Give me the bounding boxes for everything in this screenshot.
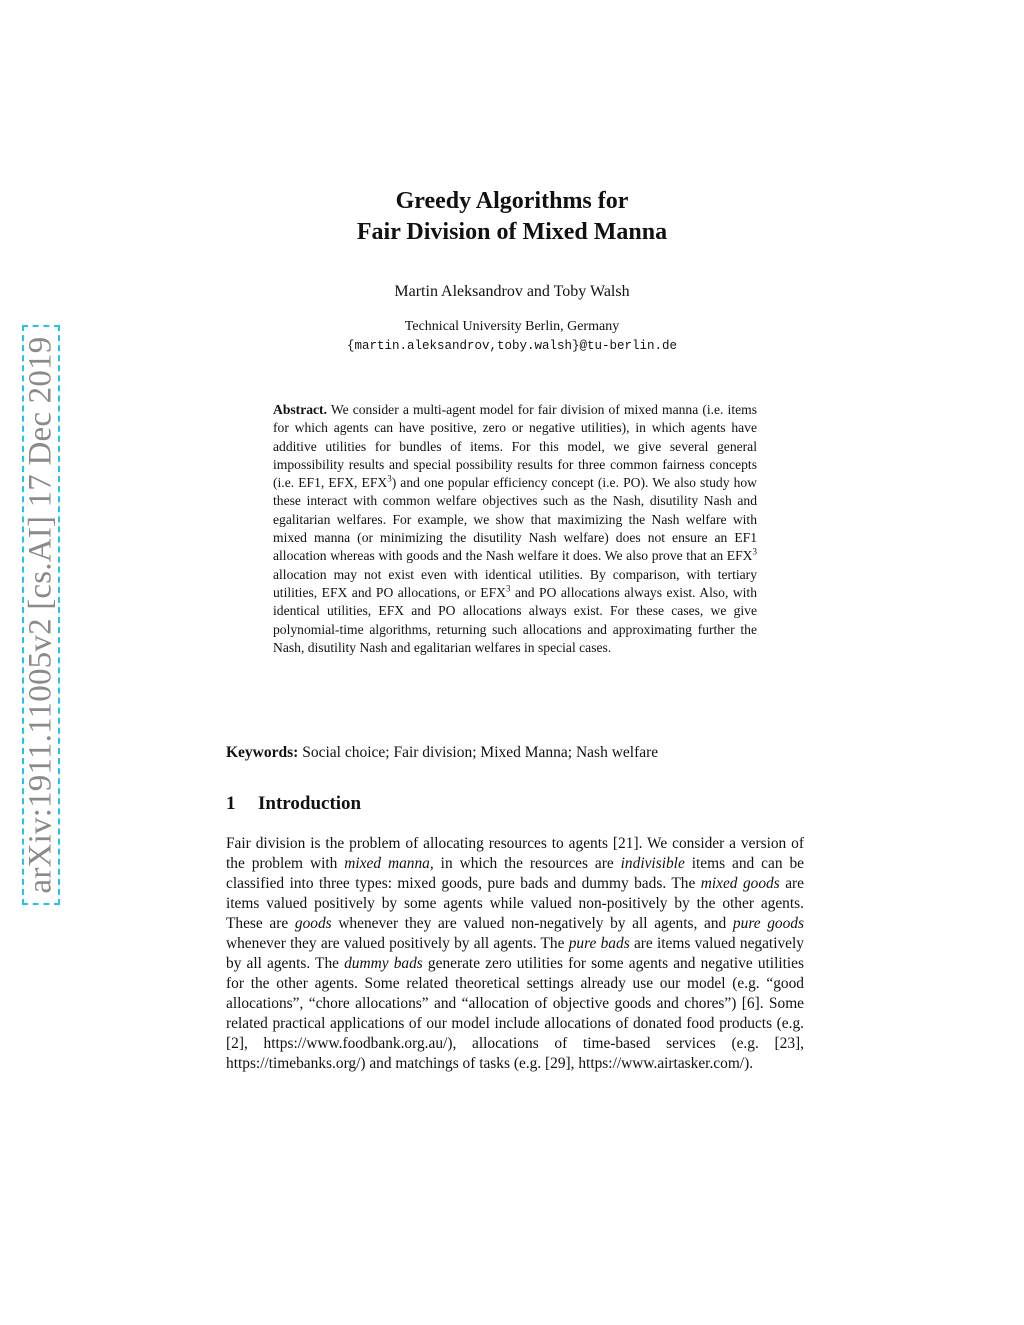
intro-emph-indivisible: indivisible bbox=[620, 855, 685, 872]
section-heading-introduction bbox=[226, 793, 361, 815]
intro-emph-goods: goods bbox=[294, 915, 332, 932]
abstract-text-4: and PO allocations always exist. Also, with identical utilities, EFX and PO allocations always exist. For these cases, we give polynomial-time algorithms, returning such allocations and approximating further the Nash, disutility Nash and egalitarian welfares in special cases. bbox=[273, 584, 757, 655]
intro-text-7: are items valued negatively by all agents. The bbox=[226, 935, 804, 972]
section-title: Introduction bbox=[258, 793, 362, 814]
intro-text-2: , in which the resources are bbox=[429, 855, 621, 872]
abstract bbox=[273, 401, 757, 657]
keywords bbox=[226, 744, 826, 762]
abstract-sup-3: 3 bbox=[505, 583, 511, 594]
intro-emph-pure-bads: pure bads bbox=[568, 935, 630, 952]
section-number: 1 bbox=[226, 793, 236, 814]
intro-emph-pure-goods: pure goods bbox=[732, 915, 804, 932]
keywords-label: Keywords: bbox=[226, 744, 299, 761]
authors: Martin Aleksandrov and Toby Walsh bbox=[394, 283, 630, 300]
abstract-label: Abstract. bbox=[273, 402, 327, 417]
arxiv-identifier-stamp[interactable] bbox=[22, 325, 60, 905]
intro-text-3: items and can be classified into three types: mixed goods, pure bads and dummy bads. The bbox=[226, 855, 804, 892]
intro-emph-mixed-goods: mixed goods bbox=[700, 875, 780, 892]
intro-text-1: Fair division is the problem of allocating resources to agents [21]. We consider a version of the problem with bbox=[226, 835, 804, 872]
title-line-1: Greedy Algorithms for bbox=[395, 188, 629, 214]
paper-title bbox=[0, 186, 1024, 248]
arxiv-identifier-text: arXiv:1911.11005v2 [cs.AI] 17 Dec 2019 bbox=[22, 336, 59, 894]
keywords-text: Social choice; Fair division; Mixed Manna; Nash welfare bbox=[302, 744, 659, 761]
abstract-text-3: allocation may not exist even with identical utilities. By comparison, with tertiary utilities, EFX and PO allocations, or EFX bbox=[273, 566, 757, 600]
title-line-2: Fair Division of Mixed Manna bbox=[356, 219, 668, 245]
intro-emph-dummy-bads: dummy bads bbox=[344, 955, 423, 972]
intro-text-5: whenever they are valued non-negatively by all agents, and bbox=[331, 915, 733, 932]
abstract-sup-2: 3 bbox=[752, 546, 757, 557]
abstract-text-2: ) and one popular efficiency concept (i.e. PO). We also study how these interact with common welfare objectives such as the Nash, disutility Nash and egalitarian welfares. For example, we show that maximizing the Nash welfare with mixed manna (or minimizing the disutility Nash welfare) does not ensure an EF1 allocation whereas with goods and the Nash welfare it does. We also prove that an EFX bbox=[273, 475, 757, 564]
intro-emph-mixed-manna: mixed manna bbox=[344, 855, 430, 872]
abstract-sup-1: 3 bbox=[387, 473, 392, 484]
intro-text-6: whenever they are valued positively by all agents. The bbox=[226, 935, 569, 952]
abstract-text-1: We consider a multi-agent model for fair division of mixed manna (i.e. items for which agents can have positive, zero or negative utilities), in which agents have additive utilities for bundles of items. For this model, we give several general impossibility results and special possibility results for three common fairness concepts (i.e. EF1, EFX, EFX bbox=[273, 402, 757, 491]
intro-text-4: are items valued positively by some agents while valued non-positively by the other agents. These are bbox=[226, 875, 804, 932]
affiliation: Technical University Berlin, Germany bbox=[404, 319, 620, 334]
author-emails[interactable]: {martin.aleksandrov,toby.walsh}@tu-berlin.de bbox=[346, 339, 678, 353]
introduction-paragraph bbox=[226, 834, 804, 1074]
intro-text-8: generate zero utilities for some agents and negative utilities for the other agents. Some related theoretical settings already use our model (e.g. “good allocations”, “chore allocations” and “allocation of objective goods and chores”) [6]. Some related practical applications of our model include allocations of donated food products (e.g. [2], https://www.foodbank.org.au/), allocations of time-based services (e.g. [23], https://timebanks.org/) and matchings of tasks (e.g. [29], https://www.airtasker.com/). bbox=[226, 955, 804, 1072]
